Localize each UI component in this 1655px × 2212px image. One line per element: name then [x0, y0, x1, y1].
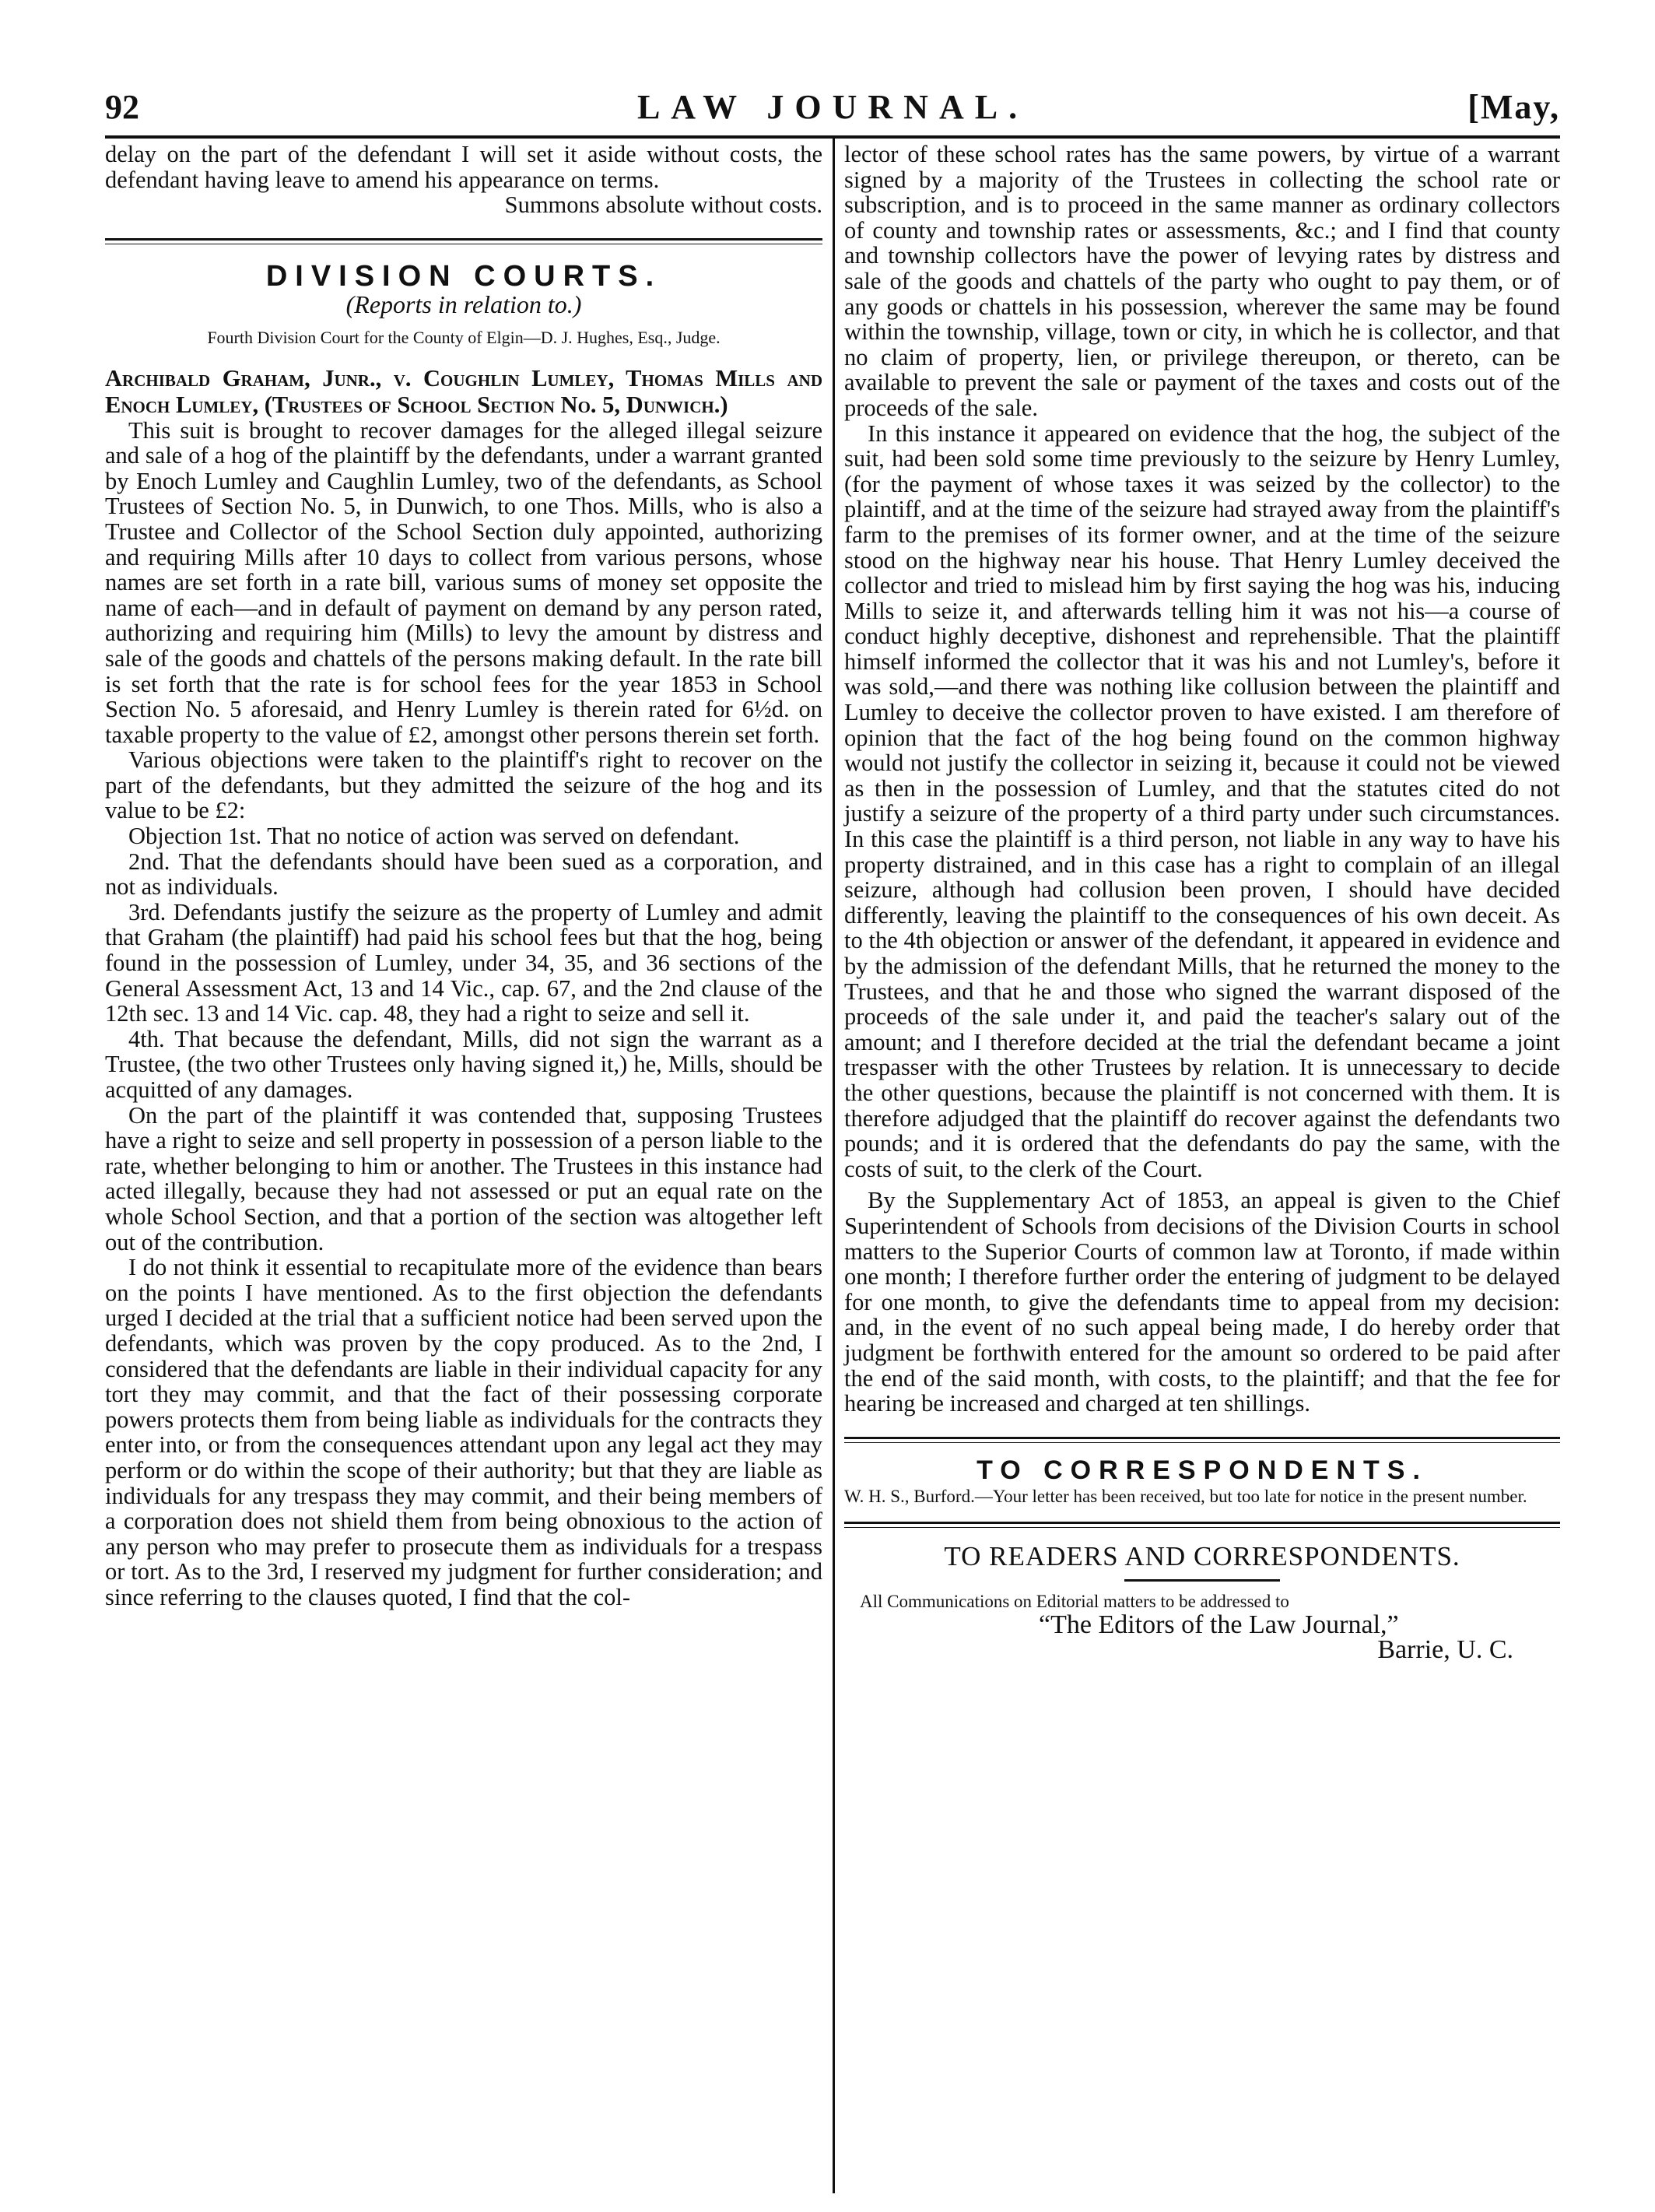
- page-number: 92: [105, 88, 139, 126]
- section-rule: [844, 1437, 1560, 1439]
- header-month: [May,: [1467, 88, 1560, 126]
- section-rule: [844, 1522, 1560, 1524]
- correspondents-note: W. H. S., Burford.—Your letter has been received, but too late for notice in the present number.: [844, 1487, 1527, 1507]
- paragraph: 3rd. Defendants justify the seizure as the property of Lumley and admit that Graham (the plaintiff) had paid his school fees but that the hog, being found in the possession of Lumley, under 34, 35, and 36 sections of the General Assessment Act, 13 and 14 Vic., cap. 67, and the 2nd clause of the 12th sec. 13 and 14 Vic. cap. 48, they had a right to seize and sell it.: [105, 898, 822, 1027]
- paragraph: By the Supplementary Act of 1853, an appeal is given to the Chief Superintendent of Schools from decisions of the Division Courts in school matters to the Superior Courts of common law at Toronto, if made within one month; I therefore further order the entering of judgment to be delayed for one month, to give the defendants time to appeal from my decision: and, in the event of no such appeal being made, I do hereby order that judgment be forthwith entered for the amount so ordered to be paid after the end of the said month, with costs, to the plaintiff; and that the fee for hearing be increased and charged at ten shillings.: [844, 1187, 1560, 1417]
- paragraph: I do not think it essential to recapitulate more of the evidence than bears on the points I have mentioned. As to the first objection the defendants urged I decided at the trial that a sufficient notice had been served upon the defendants, which was proven by the copy produced. As to the 2nd, I considered that the defendants are liable in their individual capacity for any tort they may commit, and that the fact of their possessing corporate powers protects them from being liable as individuals for the contracts they enter into, or from the consequences attendant upon any legal act they may perform or do within the scope of their authority; but that they are liable as individuals for any trespass they may commit, and their being members of a corporation does not shield them from being obnoxious to the action of any person who may prefer to prosecute them as individuals for a trespass or tort. As to the 3rd, I reserved my judgment for further consideration; and since referring to the clauses quoted, I find that the col-: [105, 1254, 822, 1610]
- summons-line: Summons absolute without costs.: [504, 191, 822, 219]
- section-subheading: (Reports in relation to.): [345, 290, 582, 319]
- paragraph: Various objections were taken to the plaintiff's right to recover on the part of the defendants, but they admitted the seizure of the hog and its value to be £2:: [105, 746, 822, 824]
- short-rule: [1124, 1579, 1280, 1582]
- correspondents-heading: TO CORRESPONDENTS.: [977, 1455, 1428, 1485]
- paragraph: Objection 1st. That no notice of action was served on defendant.: [128, 823, 740, 850]
- paragraph: 4th. That because the defendant, Mills, did not sign the warrant as a Trustee, (the two other Trustees only having signed it,) he, Mills, should be acquitted of any damages.: [105, 1025, 822, 1103]
- column-divider: [833, 139, 835, 2193]
- paragraph: This suit is brought to recover damages for the alleged illegal seizure and sale of a hog of the plaintiff by the defendants, under a warrant granted by Enoch Lumley and Caughlin Lumley, two of the defendants, as School Trustees of Section No. 5, in Dunwich, to one Thos. Mills, who is also a Trustee and Collector of the School Section duly appointed, authorizing and requiring Mills after 10 days to collect from various persons, whose names are set forth in a rate bill, various sums of money set opposite the name of each—and in default of payment on demand by any person rated, authorizing and requiring him (Mills) to levy the amount by distress and sale of the goods and chattels of the persons making default. In the rate bill is set forth that the rate is for school fees for the year 1853 in School Section No. 5 aforesaid, and Henry Lumley is therein rated for 6½d. on taxable property to the value of £2, amongst other persons therein set forth.: [105, 416, 822, 748]
- readers-heading: TO READERS AND CORRESPONDENTS.: [944, 1541, 1460, 1572]
- paragraph: On the part of the plaintiff it was contended that, supposing Trustees have a right to seize and sell property in possession of a person liable to the rate, whether belonging to him or another. The Trustees in this instance had acted illegally, because they had not assessed or put an equal rate on the whole School Section, and that a portion of the section was altogether left out of the contribution.: [105, 1101, 822, 1255]
- readers-note: All Communications on Editorial matters to be addressed to: [860, 1591, 1289, 1611]
- court-line: Fourth Division Court for the County of Elgin—D. J. Hughes, Esq., Judge.: [207, 327, 721, 347]
- paragraph: lector of these school rates has the same powers, by virtue of a warrant signed by a majority of the Trustees in collecting the school rate or subscription, and is to proceed in the same manner as ordinary collectors of county and township rates or assessments, &c.; and I find that county and township collectors have the power of levying rates by distress and sale of the goods and chattels of the party who ought to pay them, or of any goods or chattels in his possession, wherever the same may be found within the township, village, town or city, in which he is collector, and that no claim of property, lien, or privilege thereupon, or thereto, can be available to prevent the sale or payment of the taxes and costs out of the proceeds of the sale.: [844, 141, 1560, 421]
- journal-title: LAW JOURNAL.: [636, 88, 1029, 126]
- right-column: [844, 142, 1560, 1663]
- paragraph: In this instance it appeared on evidence that the hog, the subject of the suit, had been sold some time previously to the seizure by Henry Lumley, (for the payment of whose taxes it was seized by the collector) to the plaintiff, and at the time of the seizure had strayed away from the plaintiff's farm to the premises of its former owner, and at the time of the seizure stood on the highway near his house. That Henry Lumley deceived the collector and tried to mislead him by first saying the hog was his, inducing Mills to seize it, and afterwards telling him it was not his—a course of conduct highly deceptive, dishonest and reprehensible. That the plaintiff himself informed the collector that it was his and not Lumley's, before it was sold,—and there was nothing like collusion between the plaintiff and Lumley to deceive the collector proven to have existed. I am therefore of opinion that the fact of the hog being found on the common highway would not justify the collector in seizing it, because it could not be viewed as then in the possession of Lumley, and that the statutes cited do not justify a seizure of the property of a third party under such circumstances. In this case the plaintiff is a third person, not liable in any way to have his property distrained, and in this case has a right to complain of an illegal seizure, although had collusion been proven, I should have decided differently, leaving the plaintiff to the consequences of his own deceit. As to the 4th objection or answer of the defendant, it appeared in evidence and by the admission of the defendant Mills, that he returned the money to the Trustees, and that he and those who signed the warrant disposed of the proceeds of the sale under it, and paid the teacher's salary out of the amount; and I therefore decided at the trial the defendant became a joint trespasser with the other Trustees by relation. It is unnecessary to decide the other questions, because the plaintiff is not concerned with them. It is therefore adjudged that the plaintiff do recover against the defendants two pounds; and it is ordered that the defendants do pay the same, with the costs of suit, to the clerk of the Court.: [844, 420, 1560, 1182]
- running-header: [105, 84, 1560, 131]
- left-column: [105, 142, 822, 1610]
- section-heading: DIVISION COURTS.: [265, 259, 662, 293]
- section-rule: [105, 238, 822, 241]
- case-caption: Archibald Graham, Junr., v. Coughlin Lumley, Thomas Mills and Enoch Lumley, (Trustees of School Section No. 5, Dunwich.): [105, 364, 822, 418]
- barrie-address: Barrie, U. C.: [1377, 1635, 1513, 1665]
- editors-address: “The Editors of the Law Journal,”: [1039, 1610, 1399, 1639]
- intro-paragraph: delay on the part of the defendant I will set it aside without costs, the defendant having leave to amend his appearance on terms.: [105, 141, 822, 193]
- paragraph: 2nd. That the defendants should have been sued as a corporation, and not as individuals.: [105, 848, 822, 901]
